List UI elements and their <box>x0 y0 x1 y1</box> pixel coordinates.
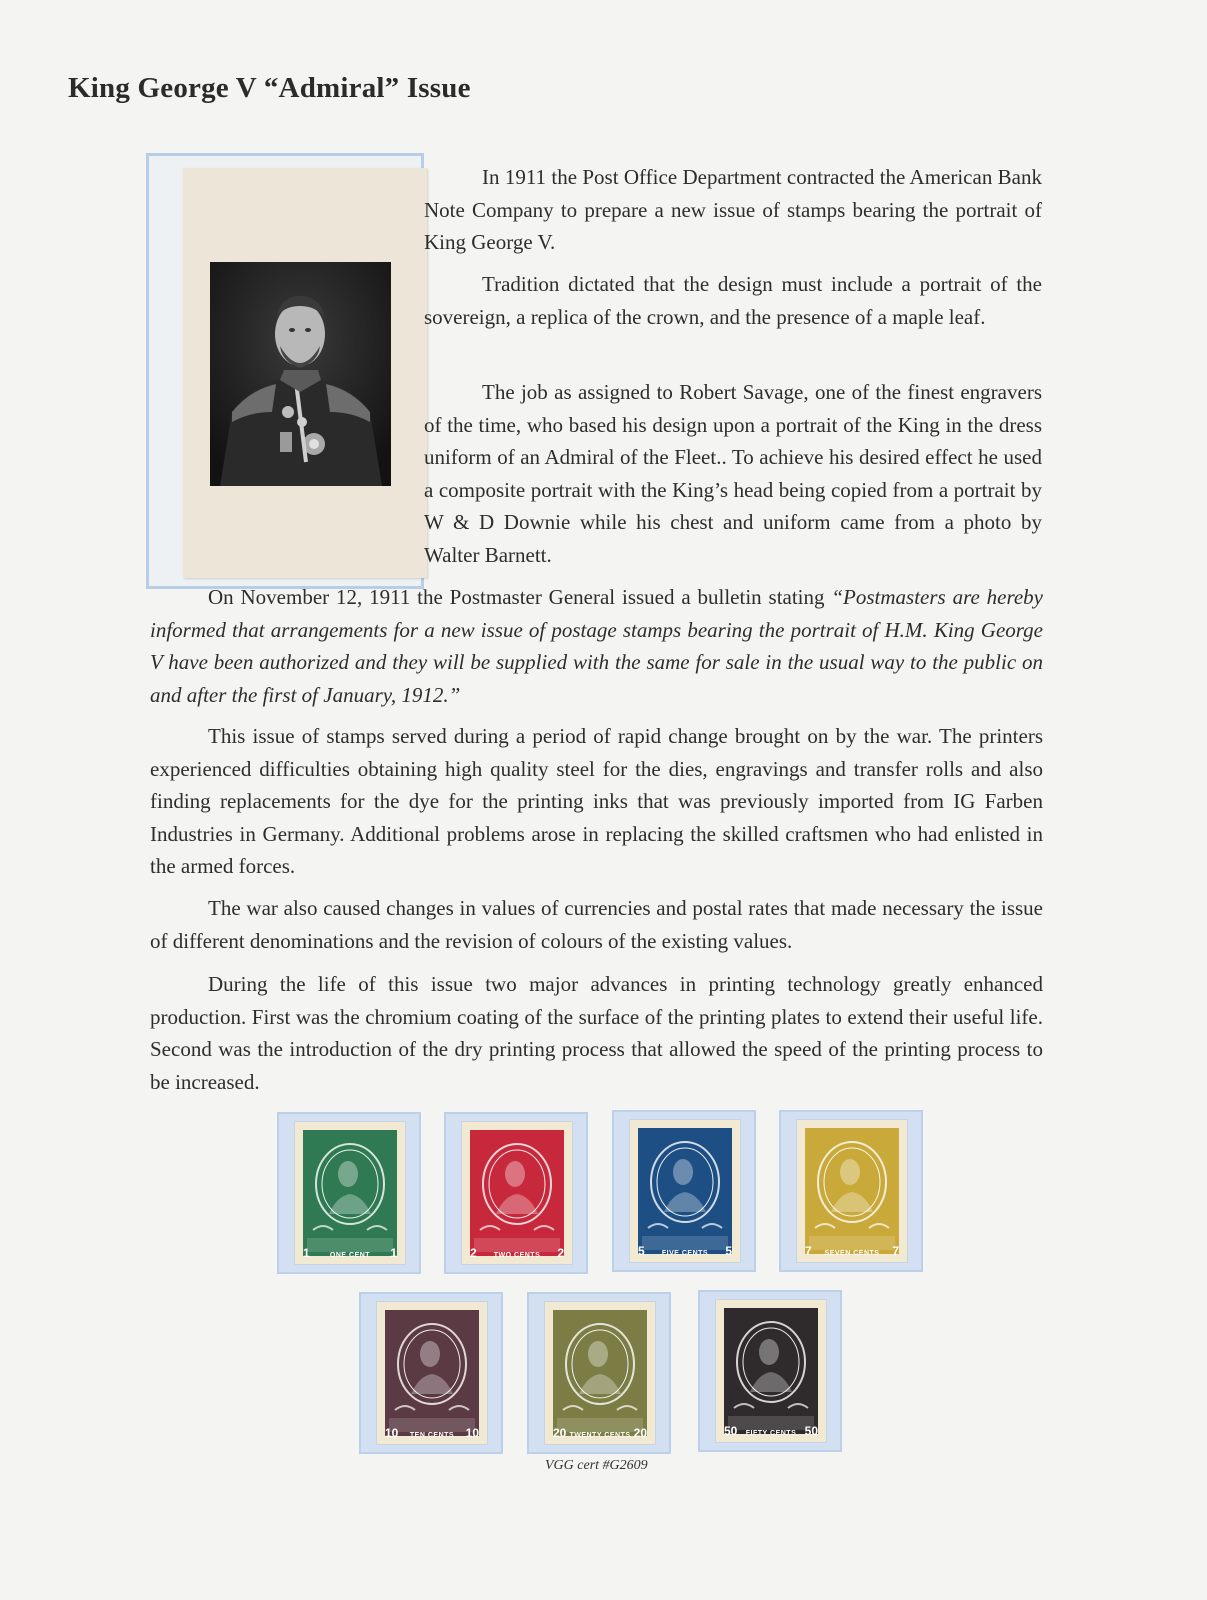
paragraph-3: The job as assigned to Robert Savage, one of the finest engravers of the time, who based his design upon a portrait of the King in the dress uniform of an Admiral of the Fleet.. To achieve his desired effect he used a composite portrait with the King’s head being copied from a portrait by W & D Downie while his chest and uniform came from a photo by Walter Barnett. <box>424 380 1042 567</box>
stamp-5-cents <box>630 1120 740 1262</box>
king-portrait-engraving <box>210 262 391 486</box>
stamp-value: 20 <box>633 1426 647 1440</box>
stamp-design <box>303 1130 397 1256</box>
bulletin-quote: “Postmasters are hereby informed that arrangements for a new issue of postage stamps bearing the portrait of H.M. King George V have been authorized and they will be supplied with the same for sale in the usual way to the public on and after the first of January, 1912.” <box>150 585 1043 707</box>
stamp-mount <box>359 1292 503 1454</box>
stamp-denomination-word: ONE CENT <box>329 1252 371 1259</box>
stamp-mount <box>698 1290 842 1452</box>
stamp-denomination-word: FIVE CENTS <box>661 1250 709 1257</box>
stamp-design <box>638 1128 732 1254</box>
stamp-denomination-word: FIFTY CENTS <box>745 1430 797 1437</box>
stamp-mount <box>444 1112 588 1274</box>
stamp-design <box>553 1310 647 1436</box>
stamp-value: 20 <box>553 1426 567 1440</box>
stamp-denomination-word: TWENTY CENTS <box>569 1432 631 1439</box>
stamp-value: 2 <box>557 1246 564 1260</box>
stamp-7-cents <box>797 1120 907 1262</box>
certificate-caption: VGG cert #G2609 <box>545 1458 648 1473</box>
stamp-value: 7 <box>892 1244 899 1258</box>
stamp-2-cents <box>462 1122 572 1264</box>
stamp-denomination-word: TWO CENTS <box>493 1252 541 1259</box>
paragraph-1: In 1911 the Post Office Department contracted the American Bank Note Company to prepare a new issue of stamps bearing the portrait of King George V. <box>424 165 1042 255</box>
stamp-value: 1 <box>303 1246 310 1260</box>
paragraph-2: Tradition dictated that the design must include a portrait of the sovereign, a replica of the crown, and the presence of a maple leaf. <box>424 272 1042 329</box>
paragraph-5: This issue of stamps served during a period of rapid change brought on by the war. The printers experienced difficulties obtaining high quality steel for the dies, engravings and transfer rolls and also finding replacements for the dye for the printing inks that was previously imported from IG Farben Industries in Germany. Additional problems arose in replacing the skilled craftsmen who had enlisted in the armed forces. <box>150 724 1043 879</box>
stamp-10-cents <box>377 1302 487 1444</box>
stamp-value: 7 <box>805 1244 812 1258</box>
stamp-value: 5 <box>638 1244 645 1258</box>
stamp-mount <box>527 1292 671 1454</box>
stamp-design <box>470 1130 564 1256</box>
stamp-design <box>724 1308 818 1434</box>
stamp-denomination-word: TEN CENTS <box>409 1432 455 1439</box>
stamp-value: 50 <box>724 1424 738 1438</box>
die-proof-card <box>183 168 427 578</box>
bulletin-intro: On November 12, 1911 the Postmaster General issued a bulletin stating <box>208 585 832 609</box>
stamp-1-cent <box>295 1122 405 1264</box>
stamp-mount <box>277 1112 421 1274</box>
page-title: King George V “Admiral” Issue <box>68 72 471 104</box>
stamp-value: 2 <box>470 1246 477 1260</box>
stamp-mount <box>612 1110 756 1272</box>
stamp-50-cents <box>716 1300 826 1442</box>
stamp-20-cents <box>545 1302 655 1444</box>
stamp-value: 5 <box>725 1244 732 1258</box>
stamp-mount <box>779 1110 923 1272</box>
stamp-denomination-word: SEVEN CENTS <box>824 1250 880 1257</box>
stamp-design <box>385 1310 479 1436</box>
paragraph-7: During the life of this issue two major advances in printing technology greatly enhanced production. First was the chromium coating of the surface of the printing plates to extend their useful life. Second was the introduction of the dry printing process that allowed the speed of the printing process to be increased. <box>150 972 1043 1094</box>
stamp-design <box>805 1128 899 1254</box>
stamp-value: 10 <box>385 1426 399 1440</box>
stamp-value: 1 <box>390 1246 397 1260</box>
stamp-value: 50 <box>804 1424 818 1438</box>
paragraph-4 <box>150 581 1043 711</box>
paragraph-6: The war also caused changes in values of currencies and postal rates that made necessary the issue of different denominations and the revision of colours of the existing values. <box>150 896 1043 953</box>
stamp-value: 10 <box>465 1426 479 1440</box>
